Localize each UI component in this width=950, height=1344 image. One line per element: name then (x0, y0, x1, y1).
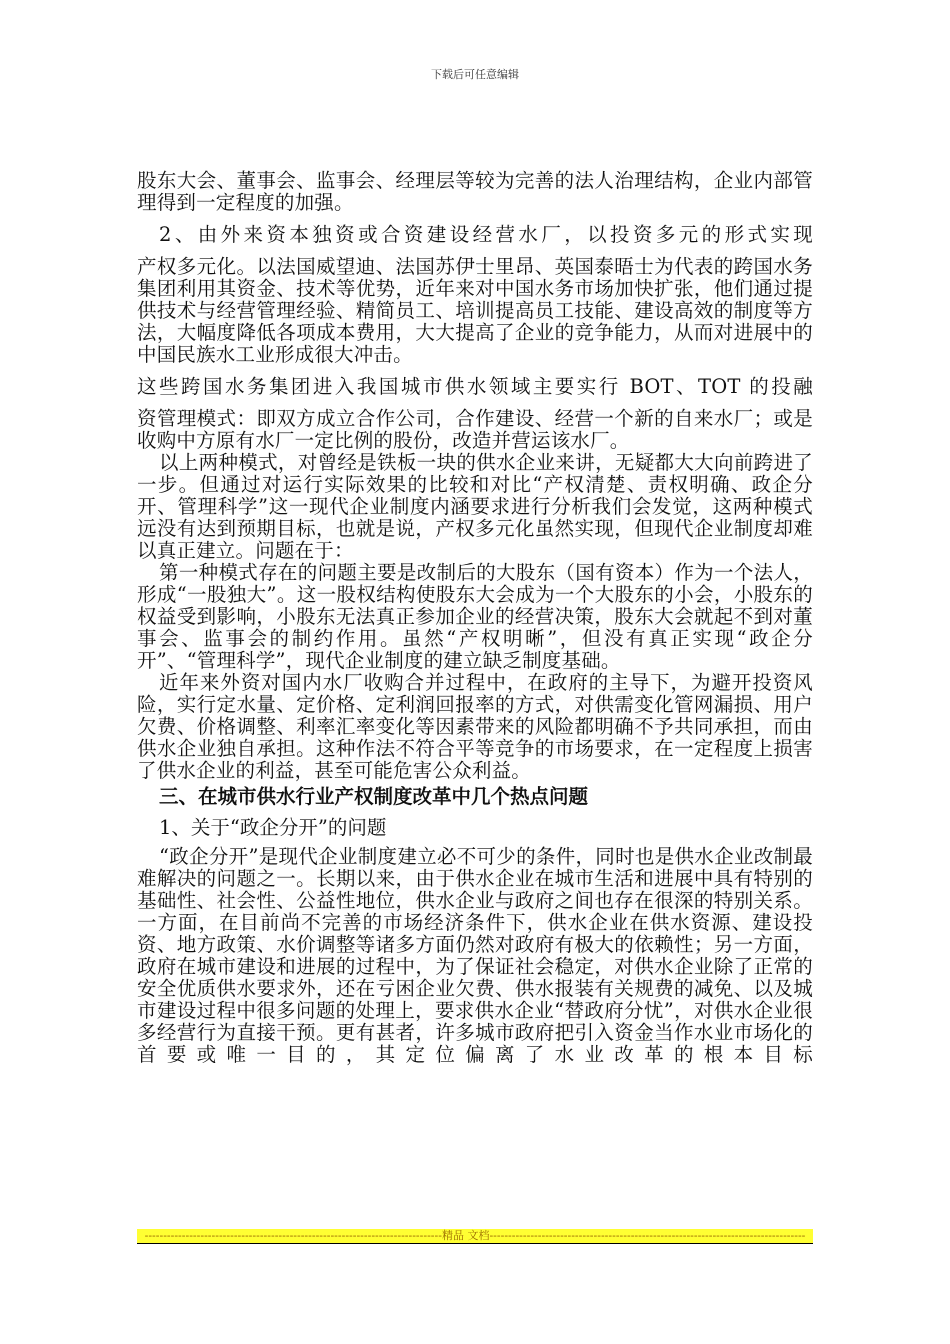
paragraph-2: 2、由外来资本独资或合资建设经营水厂，以投资多元的形式实现 (159, 223, 813, 246)
paragraph-4: 这些跨国水务集团进入我国城市供水领域主要实行 BOT、TOT 的投融 (137, 375, 813, 398)
footer-divider (137, 1243, 813, 1244)
paragraph-1: 股东大会、董事会、监事会、经理层等较为完善的法人治理结构，企业内部管理得到一定程度的加强。 (137, 169, 813, 214)
paragraph-5: 资管理模式：即双方成立合作公司，合作建设、经营一个新的自来水厂；或是收购中方原有水厂一定比例的股份，改造并营运该水厂。 (137, 407, 813, 452)
paragraph-final: “政企分开”是现代企业制度建立必不可少的条件，同时也是供水企业改制最难解决的问题之一。长期以来，由于供水企业在城市生活和进展中具有特别的基础性、社会性、公益性地位，供水企业与政府之间也存在很深的特别关系。一方面，在目前尚不完善的市场经济条件下，供水企业在供水资源、建设投资、地方政策、水价调整等诸多方面仍然对政府有极大的依赖性；另一方面，政府在城市建设和进展的过程中，为了保证社会稳定，对供水企业除了正常的安全优质供水要求外，还在亏困企业欠费、供水报装有关规费的减免、以及城市建设过程中很多问题的处理上，要求供水企业“替政府分忧”，对供水企业很多经营行为直接干预。更有甚者，许多城市政府把引入资金当作水业市场化的首要或唯一目的，其定位偏离了水业改革的根本目标 (137, 845, 813, 1066)
document-body (137, 170, 813, 1066)
paragraph-7: 第一种模式存在的问题主要是改制后的大股东（国有资本）作为一个法人，形成“一股独大”。这一股权结构使股东大会成为一个大股东的小会，小股东的权益受到影响，小股东无法真正参加企业的经营决策，股东大会就起不到对董事会、监事会的制约作用。虽然“产权明晰”，但没有真正实现“政企分开”、“管理科学”，现代企业制度的建立缺乏制度基础。 (137, 561, 813, 672)
paragraph-3: 产权多元化。以法国威望迪、法国苏伊士里昂、英国泰晤士为代表的跨国水务集团利用其资金、技术等优势，近年来对中国水务市场加快扩张，他们通过提供技术与经营管理经验、精简员工、培训提高员工技能、建设高效的制度等方法，大幅度降低各项成本费用，大大提高了企业的竞争能力，从而对进展中的中国民族水工业形成很大冲击。 (137, 255, 813, 366)
section-heading: 三、在城市供水行业产权制度改革中几个热点问题 (159, 785, 589, 808)
subheading: 1、关于“政企分开”的问题 (159, 816, 387, 839)
page-header: 下载后可任意编辑 (431, 68, 519, 81)
paragraph-6: 以上两种模式，对曾经是铁板一块的供水企业来讲，无疑都大大向前跨进了一步。但通过对运行实际效果的比较和对比“产权清楚、责权明确、政企分开、管理科学”这一现代企业制度内涵要求进行分析我们会发觉，这两种模式远没有达到预期目标，也就是说，产权多元化虽然实现，但现代企业制度却难以真正建立。问题在于： (137, 451, 813, 562)
page-footer: --------------------------------------------------------------------------------精品 文档------------------------------------------------------------------------------------- (137, 1229, 813, 1243)
paragraph-8: 近年来外资对国内水厂收购合并过程中，在政府的主导下，为避开投资风险，实行定水量、定价格、定利润回报率的方式，对供需变化管网漏损、用户欠费、价格调整、利率汇率变化等因素带来的风险都明确不予共同承担，而由供水企业独自承担。这种作法不符合平等竞争的市场要求，在一定程度上损害了供水企业的利益，甚至可能危害公众利益。 (137, 671, 813, 782)
